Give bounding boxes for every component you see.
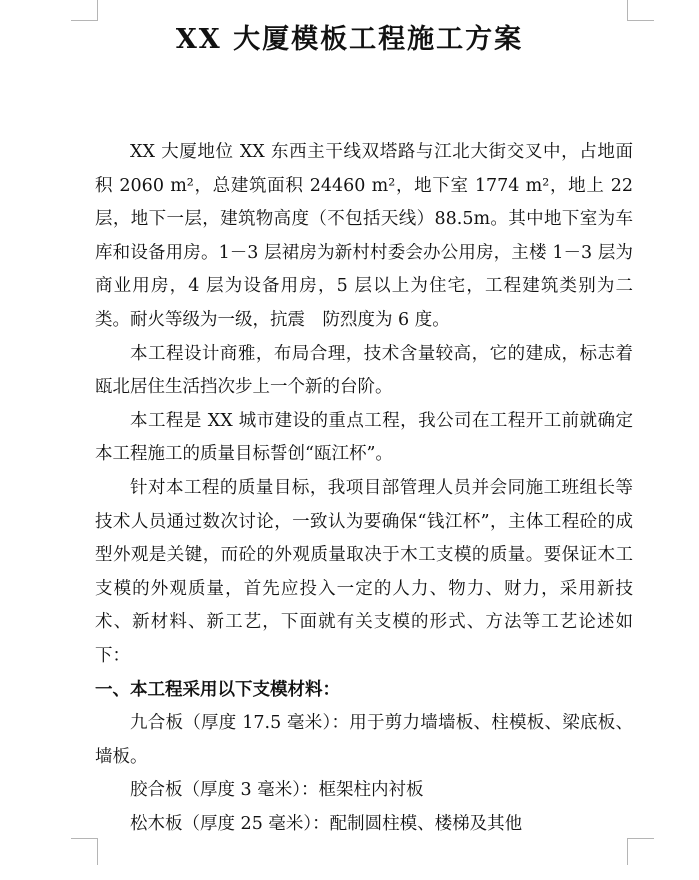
material-item: 胶合板（厚度 3 毫米）：框架柱内衬板 — [130, 780, 424, 801]
paragraph-project-overview: XX 大厦地位 XX 东西主干线双塔路与江北大街交叉中，占地面积 2060 m²，总建筑面积 24460 m²，地下室 1774 m²，地上 22 层，地下一层，建筑物高度（不包括天线）88.5m。其中地下室为车库和设备用房。1－3 层裙房为新村村委会办公用房，主楼 1－3 层为商业用房，4 层为设备用房，5 层以上为住宅，工程建筑类别为二类。耐火等级为一级，抗震 防烈度为 6 度。 — [95, 142, 633, 330]
section-heading-materials: 一、本工程采用以下支模材料： — [95, 679, 340, 700]
material-item: 松木板（厚度 25 毫米）：配制圆柱模、楼梯及其他 — [130, 813, 523, 834]
crop-mark-top-right — [627, 0, 654, 21]
crop-mark-bottom-left — [71, 838, 98, 865]
document-body — [95, 136, 633, 841]
crop-mark-bottom-right — [627, 838, 654, 865]
material-item: 九合板（厚度 17.5 毫米）：用于剪力墙墙板、柱模板、梁底板、墙板。 — [95, 713, 633, 767]
document-title: XX 大厦模板工程施工方案 — [175, 24, 524, 55]
paragraph-formwork-approach: 针对本工程的质量目标，我项目部管理人员并会同施工班组长等技术人员通过数次讨论，一致认为要确保“钱江杯”，主体工程砼的成型外观是关键，而砼的外观质量取决于木工支模的质量。要保证木工支模的外观质量，首先应投入一定的人力、物力、财力，采用新技术、新材料、新工艺，下面就有关支模的形式、方法等工艺论述如下： — [95, 477, 633, 666]
paragraph-quality-target: 本工程是 XX 城市建设的重点工程，我公司在工程开工前就确定本工程施工的质量目标誓创“瓯江杯”。 — [95, 410, 633, 465]
paragraph-design: 本工程设计商雅，布局合理，技术含量较高，它的建成，标志着瓯北居住生活挡次步上一个新的台阶。 — [95, 343, 633, 398]
crop-mark-top-left — [71, 0, 98, 21]
